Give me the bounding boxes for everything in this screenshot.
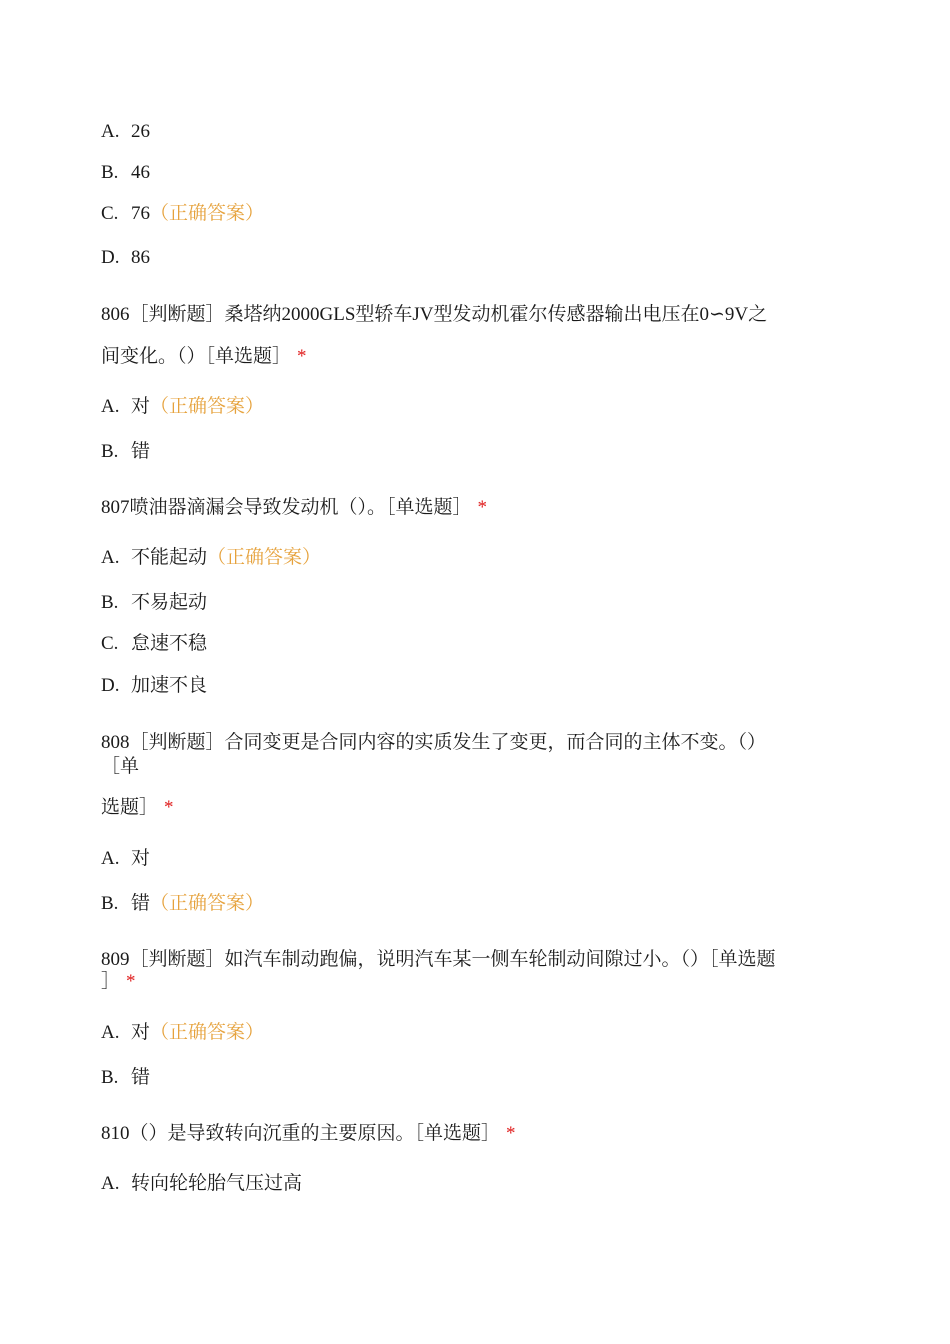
correct-answer-label: （正确答案） (150, 893, 265, 914)
option-text: 86 (131, 247, 150, 268)
option-text: 错 (131, 893, 151, 914)
option-text: 转向轮轮胎气压过高 (131, 1173, 303, 1194)
question-809-text-line2 (101, 970, 136, 994)
option-q805-a[interactable] (101, 120, 150, 144)
correct-answer-label: （正确答案） (150, 396, 265, 417)
option-key: A. (101, 1022, 120, 1043)
option-q805-c[interactable] (101, 202, 264, 226)
option-key: B. (101, 162, 119, 183)
question-808-text-line2: ［单 (101, 756, 140, 777)
correct-answer-label: （正确答案） (207, 547, 322, 568)
option-q810-a[interactable] (101, 1172, 302, 1196)
option-q806-b[interactable] (101, 440, 150, 464)
question-text: 间变化。（）［单选题］ (101, 346, 292, 367)
option-key: A. (101, 396, 120, 417)
option-text: 不能起动 (131, 547, 208, 568)
option-text: 对 (131, 848, 151, 869)
option-q806-a[interactable] (101, 395, 264, 419)
option-text: 错 (131, 441, 151, 462)
option-key: D. (101, 247, 120, 268)
option-key: C. (101, 633, 119, 654)
correct-answer-label: （正确答案） (150, 1022, 265, 1043)
option-key: A. (101, 848, 120, 869)
option-key: B. (101, 893, 119, 914)
option-text: 46 (131, 162, 150, 183)
question-810-text (101, 1122, 516, 1146)
question-808-text-line3 (101, 796, 174, 820)
option-text: 对 (131, 396, 151, 417)
question-text: 选题］ (101, 797, 159, 818)
option-text: 不易起动 (131, 592, 208, 613)
option-text: 错 (131, 1067, 151, 1088)
required-mark: * (297, 346, 307, 367)
option-key: A. (101, 1173, 120, 1194)
question-807-text (101, 496, 487, 520)
question-809-text-line1: 809［判断题］如汽车制动跑偏，说明汽车某一侧车轮制动间隙过小。（）［单选题 (101, 949, 776, 970)
option-key: B. (101, 1067, 119, 1088)
required-mark: * (164, 797, 174, 818)
required-mark: * (126, 971, 136, 992)
option-text: 怠速不稳 (131, 633, 208, 654)
question-806-text-line1: 806［判断题］桑塔纳2000GLS型轿车JV型发动机霍尔传感器输出电压在0∽9V之 (101, 304, 768, 325)
option-key: B. (101, 592, 119, 613)
option-key: B. (101, 441, 119, 462)
option-q807-a[interactable] (101, 546, 321, 570)
question-806-text-line2 (101, 345, 307, 369)
option-text: 76 (131, 203, 150, 224)
option-q809-a[interactable] (101, 1021, 264, 1045)
option-text: 对 (131, 1022, 151, 1043)
required-mark: * (506, 1123, 516, 1144)
option-key: A. (101, 121, 120, 142)
option-q808-b[interactable] (101, 892, 264, 916)
required-mark: * (477, 497, 488, 518)
option-key: C. (101, 203, 119, 224)
option-q805-b[interactable] (101, 161, 150, 185)
question-text: 807喷油器滴漏会导致发动机（）。［单选题］ (101, 497, 472, 518)
correct-answer-label: （正确答案） (150, 203, 265, 224)
option-q808-a[interactable] (101, 847, 150, 871)
option-q809-b[interactable] (101, 1066, 150, 1090)
option-q807-b[interactable] (101, 591, 207, 615)
option-key: A. (101, 547, 120, 568)
question-808-text-line1: 808［判断题］合同变更是合同内容的实质发生了变更，而合同的主体不变。（） (101, 732, 767, 753)
option-text: 26 (131, 121, 150, 142)
option-q807-c[interactable] (101, 632, 207, 656)
option-key: D. (101, 675, 120, 696)
option-q807-d[interactable] (101, 674, 207, 698)
option-q805-d[interactable] (101, 246, 150, 270)
option-text: 加速不良 (131, 675, 208, 696)
question-text: ］ (101, 971, 121, 992)
question-text: 810（）是导致转向沉重的主要原因。［单选题］ (101, 1123, 501, 1144)
